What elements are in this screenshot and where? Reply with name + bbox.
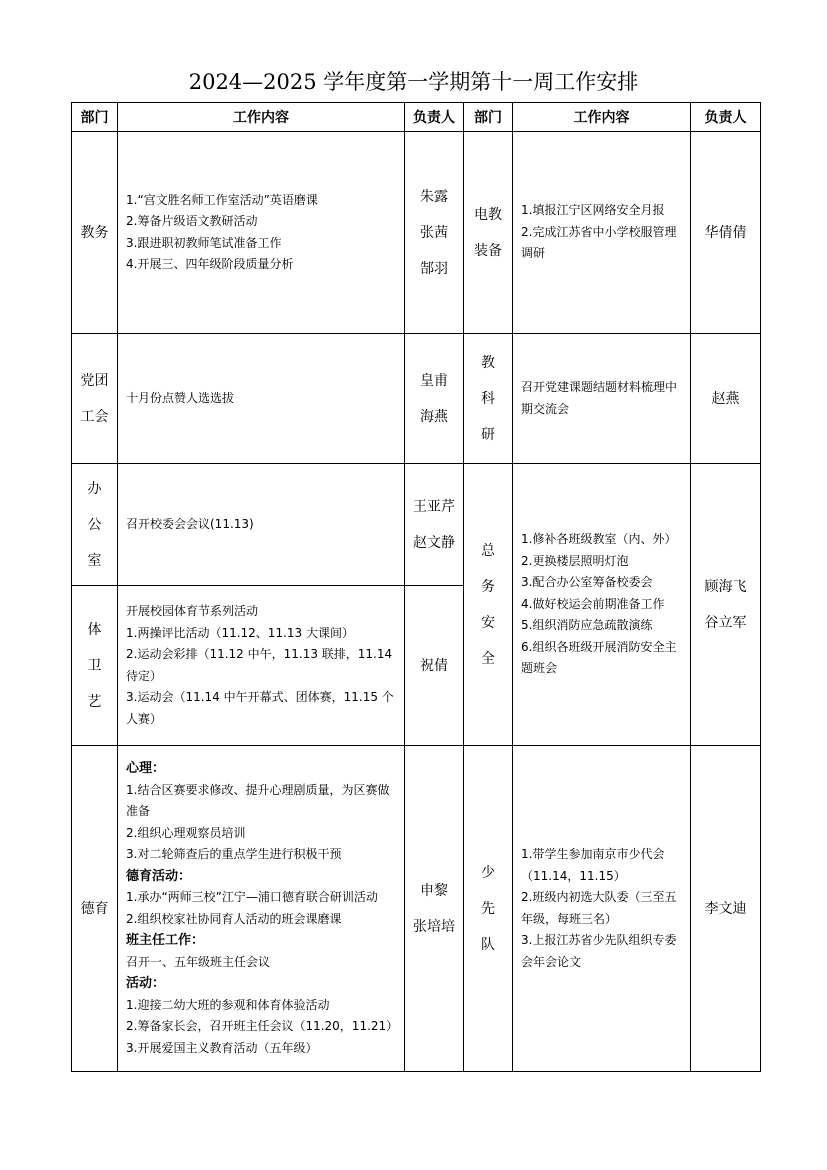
dept-jiaowu: 教务 <box>72 132 118 334</box>
section-heading: 班主任工作： <box>126 933 205 948</box>
list-item: 1.“宫文胜名师工作室活动”英语磨课 <box>126 192 318 207</box>
dept-char: 卫 <box>87 657 102 674</box>
list-item: 召开校委会会议(11.13) <box>126 516 254 531</box>
header-row <box>72 103 761 132</box>
page-title: 2024—2025 学年度第一学期第十一周工作安排 <box>188 70 639 94</box>
person-name: 赵文静 <box>413 534 455 551</box>
list-item: 5.组织消防应急疏散演练 <box>521 618 653 633</box>
list-item: 1.迎接二幼大班的参观和体育体验活动 <box>126 997 330 1012</box>
dept-dangtuan <box>72 334 118 464</box>
list-item: 4.开展三、四年级阶段质量分析 <box>126 257 294 271</box>
person-name: 海燕 <box>420 408 448 425</box>
list-item: 6.组织各班级开展消防安全主题班会 <box>521 639 677 676</box>
content-shaoxiandui <box>513 746 691 1072</box>
list-item: 3.跟进职初教师笔试准备工作 <box>126 235 282 250</box>
content-jiaowu <box>118 132 405 334</box>
dept-char: 研 <box>481 426 495 443</box>
content-deyu <box>118 746 405 1072</box>
header-content: 工作内容 <box>118 103 405 132</box>
person-name: 皇甫 <box>420 372 448 389</box>
person-deyu <box>405 746 464 1072</box>
dept-char: 教 <box>481 354 495 371</box>
table-row <box>72 464 761 586</box>
list-item: 2.筹备家长会，召开班主任会议（11.20，11.21） <box>126 1019 399 1033</box>
dept-tiweiyi <box>72 586 118 746</box>
list-item: 1.填报江宁区网络安全月报 <box>521 203 665 218</box>
list-item: 4.做好校运会前期准备工作 <box>521 596 665 611</box>
dept-char: 科 <box>481 390 495 407</box>
dept-char: 办 <box>87 480 102 497</box>
dept-char: 少 <box>481 864 495 881</box>
list-item: 2.班级内初选大队委（三至五年级，每班三名） <box>521 890 677 926</box>
dept-char: 工会 <box>80 408 109 425</box>
section-heading: 心理： <box>126 761 166 776</box>
content-tiweiyi <box>118 586 405 746</box>
dept-char: 艺 <box>87 693 102 710</box>
person-name: 张茜 <box>420 224 448 241</box>
content-zongwu <box>513 464 691 746</box>
section-heading: 活动： <box>126 976 166 991</box>
schedule-table <box>71 102 761 1072</box>
person-name: 郜羽 <box>420 260 448 277</box>
person-bangongshi <box>405 464 464 586</box>
dept-char: 总 <box>481 542 495 559</box>
list-item: 2.完成江苏省中小学校服管理调研 <box>521 224 677 261</box>
dept-bangongshi <box>72 464 118 586</box>
list-item: 1.修补各班级教室（内、外） <box>521 532 677 547</box>
table-row <box>72 132 761 334</box>
dept-jiaokeyan <box>464 334 513 464</box>
header-content-2: 工作内容 <box>513 103 691 132</box>
table-row <box>72 746 761 1072</box>
header-dept-2: 部门 <box>464 103 513 132</box>
dept-char: 党团 <box>80 372 109 389</box>
person-tiweiyi: 祝倩 <box>405 586 464 746</box>
list-item: 2.组织校家社协同育人活动的班会课磨课 <box>126 911 342 926</box>
person-name: 张培培 <box>413 918 455 935</box>
header-person: 负责人 <box>405 103 464 132</box>
person-zongwu <box>691 464 761 746</box>
list-item: 3.配合办公室筹备校委会 <box>521 575 653 590</box>
person-name: 谷立军 <box>704 614 747 631</box>
list-item: 1.承办“两师三校”江宁—浦口德育联合研训活动 <box>126 890 378 904</box>
dept-char: 体 <box>87 621 102 638</box>
table-row <box>72 334 761 464</box>
dept-char: 安 <box>481 614 495 631</box>
content-jiaokeyan <box>513 334 691 464</box>
dept-char: 电教 <box>474 206 502 223</box>
person-name: 申黎 <box>420 882 448 899</box>
list-item: 2.组织心理观察员培训 <box>126 825 246 840</box>
list-item: 开展校园体育节系列活动 <box>126 604 259 618</box>
content-dangtuan <box>118 334 405 464</box>
list-item: 3.上报江苏省少先队组织专委会年会论文 <box>521 933 677 969</box>
dept-char: 室 <box>87 552 102 569</box>
content-bangongshi <box>118 464 405 586</box>
list-item: 3.开展爱国主义教育活动（五年级） <box>126 1040 318 1055</box>
person-jiaokeyan: 赵燕 <box>691 334 761 464</box>
person-name: 王亚芹 <box>413 498 455 515</box>
dept-deyu: 德育 <box>72 746 118 1072</box>
person-shaoxiandui: 李文迪 <box>691 746 761 1072</box>
list-item: 2.更换楼层照明灯泡 <box>521 553 629 568</box>
list-item: 3.运动会（11.14 中午开幕式、团体赛，11.15 个人赛） <box>126 690 394 726</box>
header-dept: 部门 <box>72 103 118 132</box>
dept-char: 先 <box>481 900 495 917</box>
list-item: 3.对二轮筛查后的重点学生进行积极干预 <box>126 847 342 861</box>
list-item: 召开党建课题结题材料梳理中期交流会 <box>521 380 678 416</box>
dept-char: 队 <box>481 936 495 953</box>
dept-char: 装备 <box>474 242 502 259</box>
person-dangtuan <box>405 334 464 464</box>
list-item: 2.筹备片级语文教研活动 <box>126 214 258 228</box>
person-name: 顾海飞 <box>704 578 747 595</box>
dept-char: 务 <box>481 578 495 595</box>
list-item: 1.结合区赛要求修改、提升心理剧质量，为区赛做准备 <box>126 782 390 818</box>
dept-shaoxiandui <box>464 746 513 1072</box>
header-person-2: 负责人 <box>691 103 761 132</box>
dept-dianjiao <box>464 132 513 334</box>
dept-char: 公 <box>87 516 102 533</box>
dept-zongwu <box>464 464 513 746</box>
list-item: 2.运动会彩排（11.12 中午，11.13 联排，11.14 待定） <box>126 647 393 683</box>
person-dianjiao: 华倩倩 <box>691 132 761 334</box>
list-item: 召开一、五年级班主任会议 <box>126 954 271 969</box>
list-item: 1.带学生参加南京市少代会（11.14，11.15） <box>521 847 665 883</box>
person-jiaowu <box>405 132 464 334</box>
person-name: 朱露 <box>420 188 448 205</box>
list-item: 十月份点赞人选选拔 <box>126 390 235 405</box>
dept-char: 全 <box>481 650 495 667</box>
content-dianjiao <box>513 132 691 334</box>
list-item: 1.两操评比活动（11.12、11.13 大课间） <box>126 625 354 640</box>
section-heading: 德育活动： <box>126 868 192 884</box>
